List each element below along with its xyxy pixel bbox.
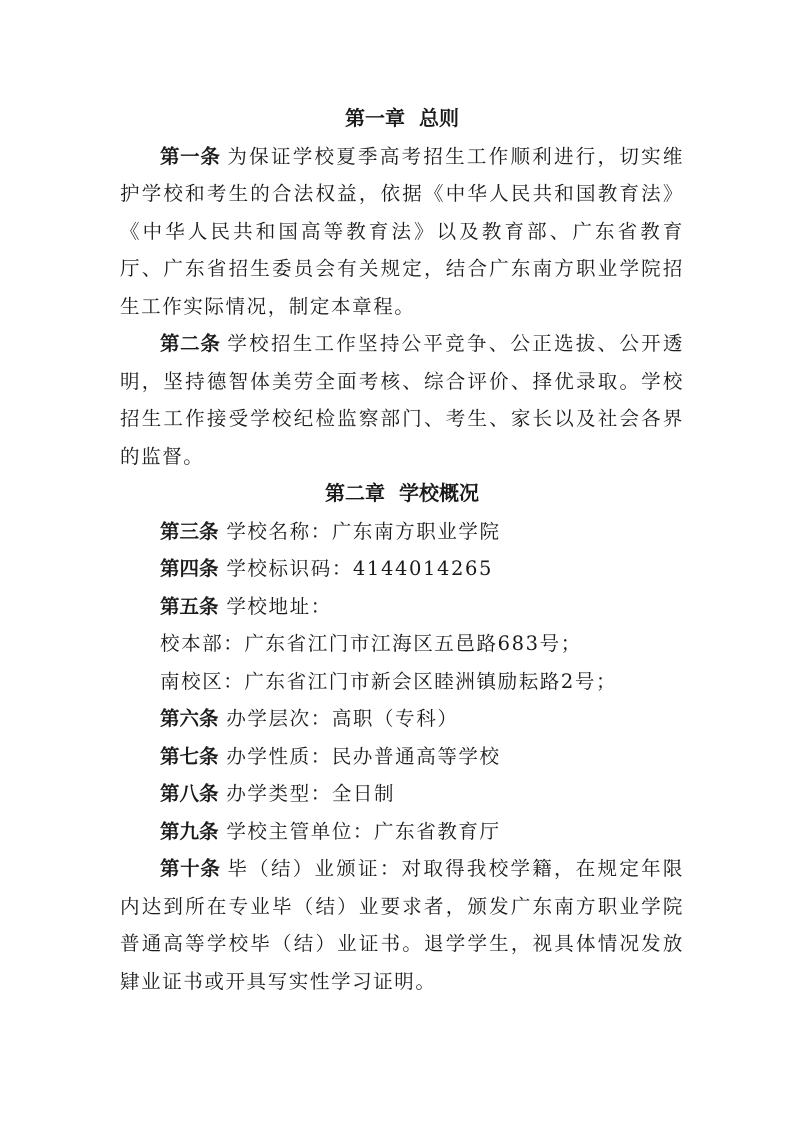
article-8-text: 办学类型：全日制: [226, 782, 396, 805]
article-1-label: 第一条: [160, 144, 221, 168]
article-4-text: 学校标识码：4144014265: [226, 557, 493, 580]
article-1: [120, 138, 684, 326]
article-5-label: 第五条: [160, 594, 219, 618]
article-5-text: 学校地址：: [226, 594, 332, 618]
chapter-1-title: 总则: [419, 106, 459, 130]
article-10: [120, 850, 684, 1000]
article-10-text: 毕（结）业颁证：对取得我校学籍，在规定年限内达到所在专业毕（结）业要求者，颁发广东南方职业学院普通高等学校毕（结）业证书。退学学生，视具体情况发放肄业证书或开具写实性学习证明。: [120, 857, 684, 993]
article-6-label: 第六条: [160, 707, 219, 730]
article-4: [120, 550, 684, 588]
chapter-2-title: 学校概况: [399, 481, 479, 505]
chapter-1-heading: [120, 100, 684, 138]
campus-south-address: 南校区：广东省江门市新会区睦洲镇励耘路2号；: [160, 669, 618, 693]
article-9-label: 第九条: [160, 819, 219, 843]
article-4-label: 第四条: [160, 557, 219, 580]
article-2-label: 第二条: [160, 332, 221, 355]
article-8-label: 第八条: [160, 782, 219, 805]
chapter-2-number: 第二章: [325, 481, 385, 505]
chapter-2-heading: [120, 475, 684, 513]
article-10-label: 第十条: [160, 857, 221, 880]
document-page: [120, 100, 684, 1000]
article-9: [120, 813, 684, 851]
article-7-text: 办学性质：民办普通高等学校: [226, 744, 501, 768]
chapter-1-number: 第一章: [345, 106, 405, 130]
article-2: [120, 325, 684, 475]
article-6-text: 办学层次：高职（专科）: [226, 707, 459, 730]
article-3-label: 第三条: [160, 519, 219, 543]
article-6: [120, 700, 684, 738]
article-5: [120, 588, 684, 626]
campus-main-address: 校本部：广东省江门市江海区五邑路683号；: [160, 632, 582, 655]
article-3: [120, 513, 684, 551]
article-8: [120, 775, 684, 813]
article-7-label: 第七条: [160, 744, 219, 768]
article-2-text: 学校招生工作坚持公平竞争、公正选拔、公开透明，坚持德智体美劳全面考核、综合评价、择优录取。学校招生工作接受学校纪检监察部门、考生、家长以及社会各界的监督。: [120, 332, 684, 468]
article-3-text: 学校名称：广东南方职业学院: [226, 519, 501, 543]
article-7: [120, 738, 684, 776]
article-1-text: 为保证学校夏季高考招生工作顺利进行，切实维护学校和考生的合法权益，依据《中华人民共和国教育法》《中华人民共和国高等教育法》以及教育部、广东省教育厅、广东省招生委员会有关规定，结合广东南方职业学院招生工作实际情况，制定本章程。: [120, 144, 684, 318]
article-9-text: 学校主管单位：广东省教育厅: [226, 819, 501, 843]
